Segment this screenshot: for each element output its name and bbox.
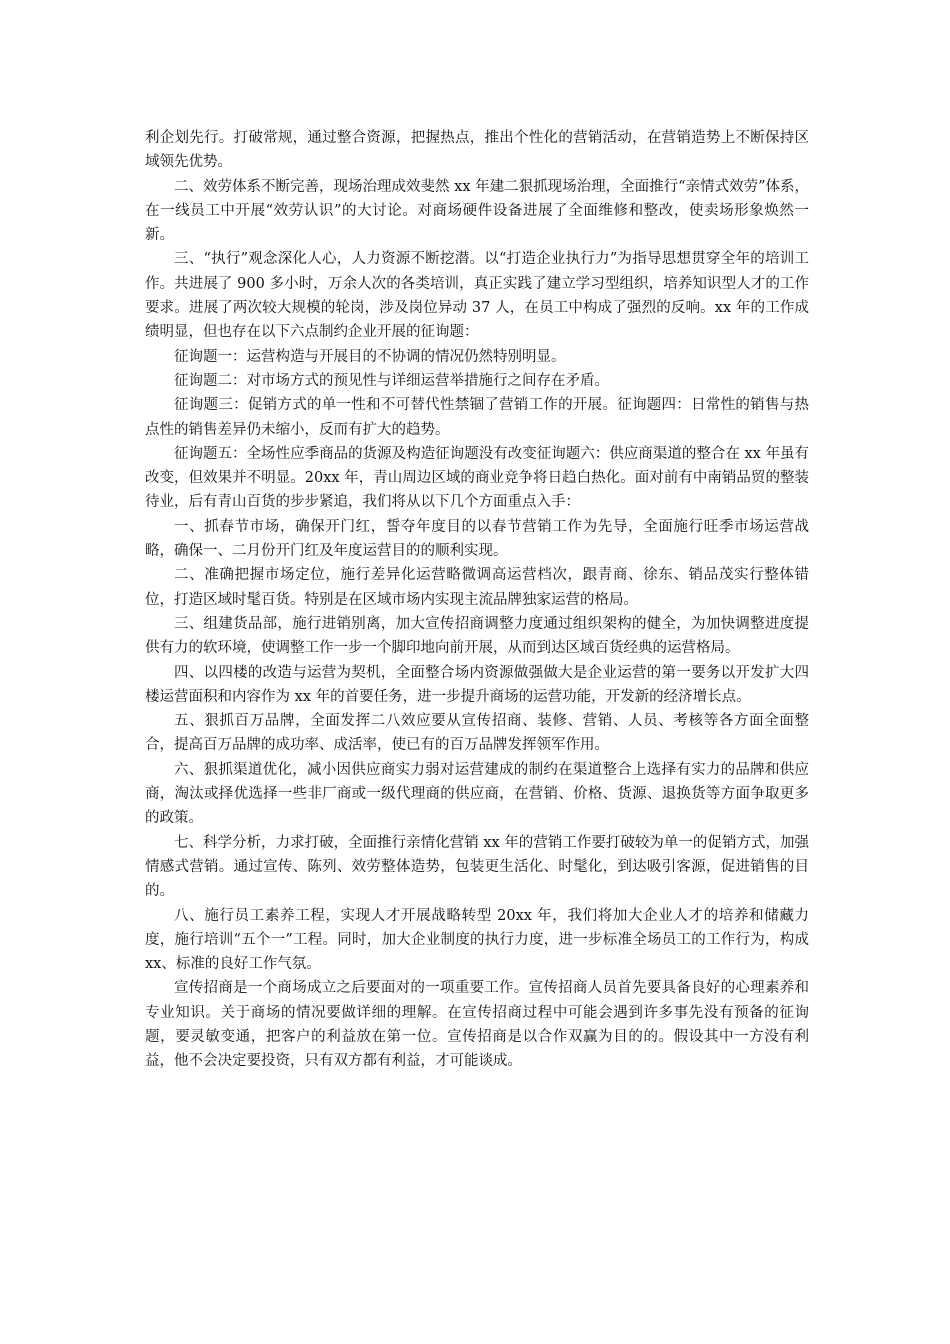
paragraph: 二、准确把握市场定位，施行差异化运营略微调高运营档次，跟青商、徐东、销品茂实行整体错位，打造区域时髦百货。特别是在区域市场内实现主流品牌独家运营的格局。 — [145, 567, 809, 608]
document-body — [145, 126, 809, 1074]
paragraph: 四、以四楼的改造与运营为契机，全面整合场内资源做强做大是企业运营的第一要务以开发扩大四楼运营面积和内容作为 xx 年的首要任务，进一步提升商场的运营功能，开发新的经济增长点。 — [145, 664, 809, 705]
paragraph: 宣传招商是一个商场成立之后要面对的一项重要工作。宣传招商人员首先要具备良好的心理素养和专业知识。关于商场的情况要做详细的理解。在宣传招商过程中可能会遇到许多事先没有预备的征询题，要灵敏变通，把客户的利益放在第一位。宣传招商是以合作双赢为目的的。假设其中一方没有利益，他不会决定要投资，只有双方都有利益，才可能谈成。 — [145, 980, 809, 1070]
paragraph: 五、狠抓百万品牌，全面发挥二八效应要从宣传招商、装修、营销、人员、考核等各方面全面整合，提高百万品牌的成功率、成活率，使已有的百万品牌发挥领军作用。 — [145, 713, 809, 754]
paragraph: 三、“执行”观念深化人心，人力资源不断挖潜。以“打造企业执行力”为指导思想贯穿全年的培训工作。共进展了 900 多小时，万余人次的各类培训，真正实践了建立学习型组织，培养知识型人才的工作要求。进展了两次较大规模的轮岗，涉及岗位异动 37 人，在员工中构成了强烈的反响。xx 年的工作成绩明显，但也存在以下六点制约企业开展的征询题： — [145, 251, 809, 341]
paragraph: 八、施行员工素养工程，实现人才开展战略转型 20xx 年，我们将加大企业人才的培养和储藏力度，施行培训“五个一”工程。同时，加大企业制度的执行力度，进一步标准全场员工的工作行为，构成 xx、标准的良好工作气氛。 — [145, 907, 809, 973]
paragraph: 利企划先行。打破常规，通过整合资源，把握热点，推出个性化的营销活动，在营销造势上不断保持区域领先优势。 — [145, 130, 809, 171]
paragraph: 一、抓春节市场，确保开门红，誓夺年度目的以春节营销工作为先导，全面施行旺季市场运营战略，确保一、二月份开门红及年度运营目的的顺利实现。 — [145, 518, 809, 560]
paragraph: 征询题二：对市场方式的预见性与详细运营举措施行之间存在矛盾。 — [174, 372, 609, 389]
paragraph: 七、科学分析，力求打破，全面推行亲情化营销 xx 年的营销工作要打破较为单一的促销方式，加强情感式营销。通过宣传、陈列、效劳整体造势，包装更生活化、时髦化，到达吸引客源，促进销售的目的。 — [145, 834, 809, 900]
paragraph: 六、狠抓渠道优化，减小因供应商实力弱对运营建成的制约在渠道整合上选择有实力的品牌和供应商，淘汰或择优选择一些非厂商或一级代理商的供应商，在营销、价格、货源、退换货等方面争取更多的政策。 — [145, 761, 809, 827]
paragraph: 征询题三：促销方式的单一性和不可替代性禁锢了营销工作的开展。征询题四：日常性的销售与热点性的销售差异仍未缩小，反而有扩大的趋势。 — [145, 397, 809, 438]
paragraph: 征询题一：运营构造与开展目的不协调的情况仍然特别明显。 — [174, 348, 566, 365]
paragraph: 二、效劳体系不断完善，现场治理成效斐然 xx 年建二狠抓现场治理，全面推行“亲情式效劳”体系，在一线员工中开展“效劳认识”的大讨论。对商场硬件设备进展了全面维修和整改，使卖场形象焕然一新。 — [145, 178, 809, 244]
paragraph: 征询题五：全场性应季商品的货源及构造征询题没有改变征询题六：供应商渠道的整合在 xx 年虽有改变，但效果并不明显。20xx 年，青山周边区域的商业竞争将日趋白热化。面对前有中南销品贸的整装待业，后有青山百货的步步紧追，我们将从以下几个方面重点入手： — [145, 445, 809, 511]
paragraph: 三、组建货品部，施行进销别离，加大宣传招商调整力度通过组织架构的健全，为加快调整进度提供有力的软环境，使调整工作一步一个脚印地向前开展，从而到达区域百货经典的运营格局。 — [145, 615, 809, 657]
